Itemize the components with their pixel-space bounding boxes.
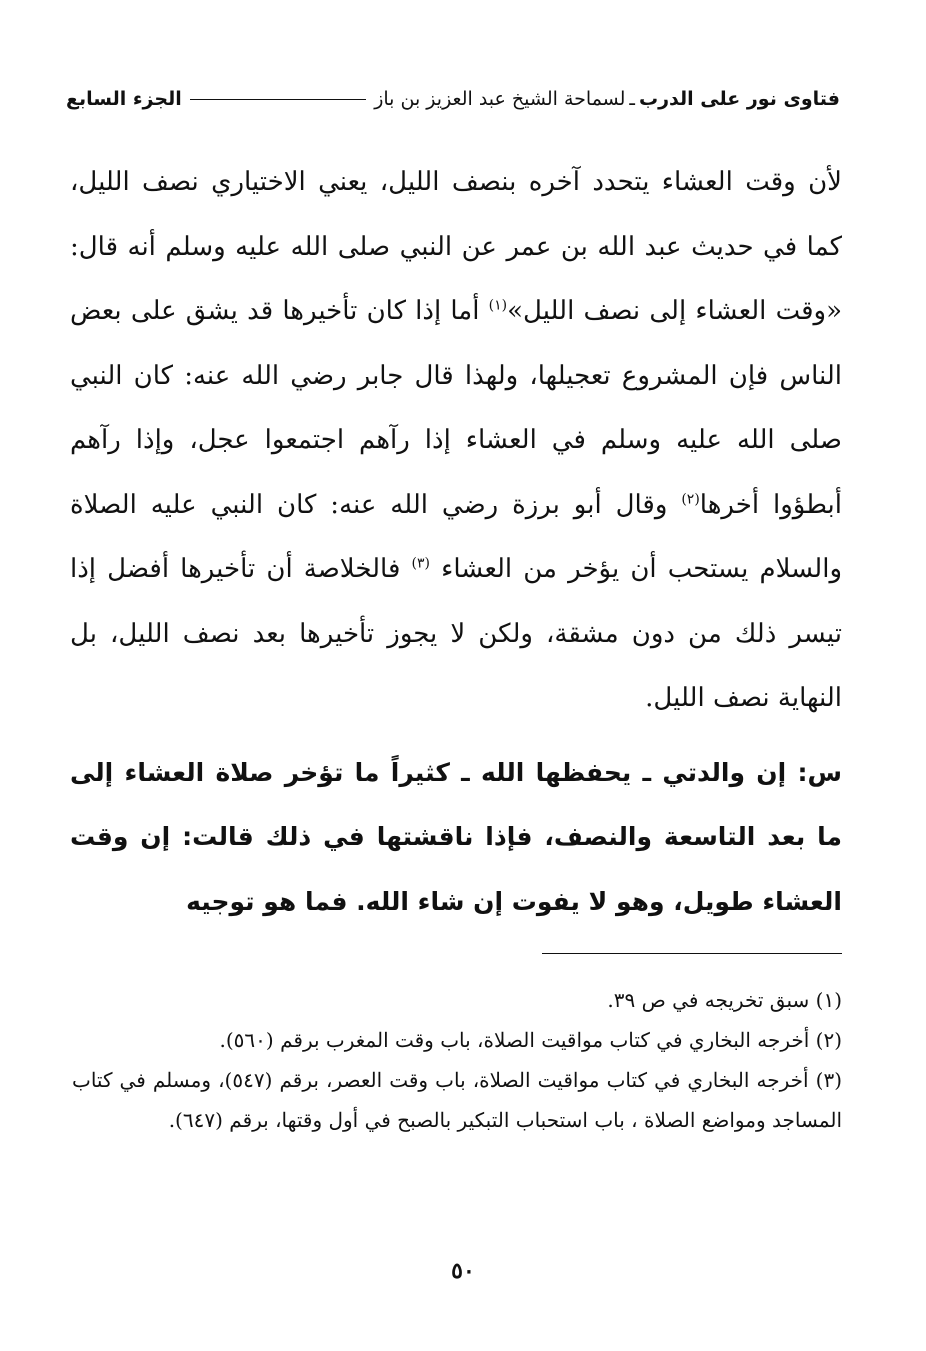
footnote-1: (١) سبق تخريجه في ص ٣٩. — [607, 988, 842, 1012]
answer-paragraph — [70, 150, 842, 731]
answer-text-4: فالخلاصة أن تأخيرها أفضل إذا تيسر ذلك من دون مشقة، ولكن لا يجوز تأخيرها بعد نصف الليل، بل النهاية نصف الليل. — [70, 554, 842, 713]
book-title: فتاوى نور على الدرب — [639, 88, 840, 110]
main-text — [70, 150, 842, 934]
header-rule — [190, 99, 367, 100]
header-separator: ـ — [629, 88, 635, 110]
answer-text-3: وقال أبو برزة رضي الله عنه: كان النبي عليه الصلاة والسلام يستحب أن يؤخر من العشاء — [70, 489, 842, 584]
question-text: إن والدتي ـ يحفظها الله ـ كثيراً ما تؤخر صلاة العشاء إلى ما بعد التاسعة والنصف، فإذا ناقشتها في ذلك قالت: إن وقت العشاء طويل، وهو لا يفوت إن شاء الله. فما هو توجيه — [70, 757, 842, 916]
footnote-ref-3[interactable]: (٣) — [411, 555, 430, 572]
question-paragraph — [70, 741, 842, 935]
page-number: ٥٠ — [451, 1258, 475, 1284]
footnote-ref-2[interactable]: (٢) — [681, 490, 700, 507]
footnote-2: (٢) أخرجه البخاري في كتاب مواقيت الصلاة، باب وقت المغرب برقم (٥٦٠). — [219, 1028, 842, 1052]
running-header — [66, 88, 840, 110]
answer-text-1: لأن وقت العشاء يتحدد آخره بنصف الليل، يعني الاختياري نصف الليل، كما في حديث عبد الله بن عمر عن النبي صلى الله عليه وسلم أنه قال: «وقت العشاء إلى نصف الليل» — [70, 167, 842, 326]
footnote-divider — [542, 953, 842, 954]
footnote-3: (٣) أخرجه البخاري في كتاب مواقيت الصلاة، باب وقت العصر، برقم (٥٤٧)، ومسلم في كتاب المساجد ومواضع الصلاة ، باب استحباب التبكير بالصبح في أول وقتها، برقم (٦٤٧). — [72, 1068, 842, 1132]
header-author: لسماحة الشيخ عبد العزيز بن باز — [374, 88, 626, 110]
header-part: الجزء السابع — [66, 88, 182, 110]
footnotes — [72, 980, 842, 1140]
footnote-ref-1[interactable]: (١) — [488, 297, 508, 314]
answer-text-2: أما إذا كان تأخيرها قد يشق على بعض الناس فإن المشروع تعجيلها، ولهذا قال جابر رضي الله عنه: كان النبي صلى الله عليه وسلم في العشاء إذا رآهم اجتمعوا عجل، وإذا رآهم أبطؤوا أخرها — [70, 296, 842, 520]
question-label: س: — [797, 757, 842, 787]
